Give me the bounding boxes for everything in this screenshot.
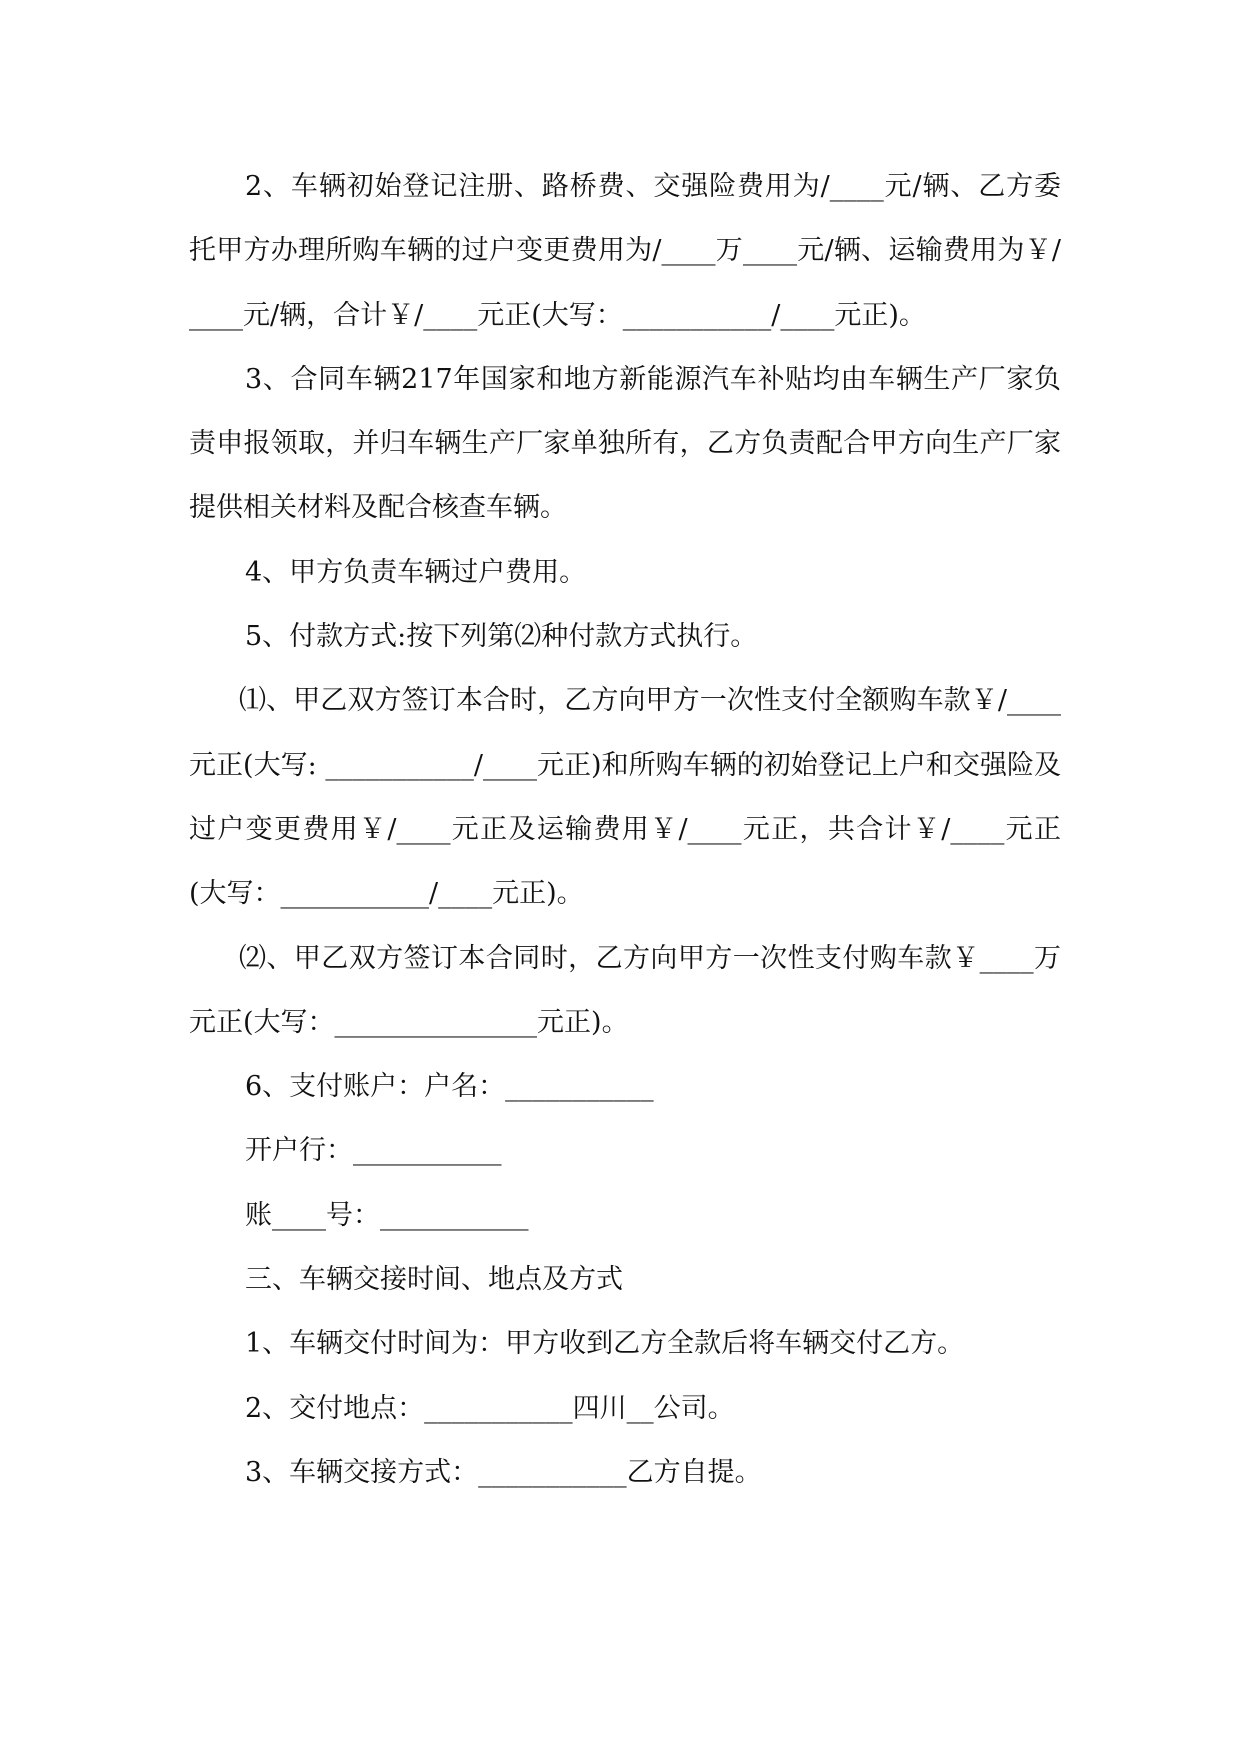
- paragraph-payment-method: 5、付款方式:按下列第⑵种付款方式执行。: [245, 621, 758, 653]
- paragraph-account-number: 账____号：___________: [245, 1199, 529, 1231]
- paragraph-delivery-method: 3、车辆交接方式：___________乙方自提。: [245, 1456, 762, 1488]
- paragraph-delivery-place: 2、交付地点：___________四川__公司。: [245, 1392, 735, 1424]
- section-heading-handover: 三、车辆交接时间、地点及方式: [245, 1264, 623, 1296]
- contract-body: [189, 155, 1061, 1505]
- paragraph-transfer-fee: 4、甲方负责车辆过户费用。: [245, 556, 587, 588]
- paragraph-payment-option-2: ⑵、甲乙双方签订本合同时，乙方向甲方一次性支付购车款￥____万元正(大写：_______________元正)。: [189, 942, 1061, 1038]
- paragraph-delivery-time: 1、车辆交付时间为：甲方收到乙方全款后将车辆交付乙方。: [245, 1328, 965, 1360]
- paragraph-payment-option-1: ⑴、甲乙双方签订本合时，乙方向甲方一次性支付全额购车款￥/____元正(大写: ___________/____元正)和所购车辆的初始登记上户和交强险及过户变更费用￥/____元正及运输费用￥/____元正，共合计￥/____元正(大写：___________/____元正)。: [189, 685, 1061, 910]
- paragraph-bank: 开户行：___________: [245, 1135, 502, 1167]
- paragraph-vehicle-fees: 2、车辆初始登记注册、路桥费、交强险费用为/____元/辆、乙方委托甲方办理所购车辆的过户变更费用为/____万____元/辆、运输费用为￥/____元/辆，合计￥/____元正(大写：___________/____元正)。: [189, 171, 1061, 331]
- paragraph-subsidy: 3、合同车辆217年国家和地方新能源汽车补贴均由车辆生产厂家负责申报领取，并归车辆生产厂家单独所有，乙方负责配合甲方向生产厂家提供相关材料及配合核查车辆。: [189, 363, 1061, 524]
- paragraph-account-name: 6、支付账户：户名：___________: [245, 1071, 654, 1103]
